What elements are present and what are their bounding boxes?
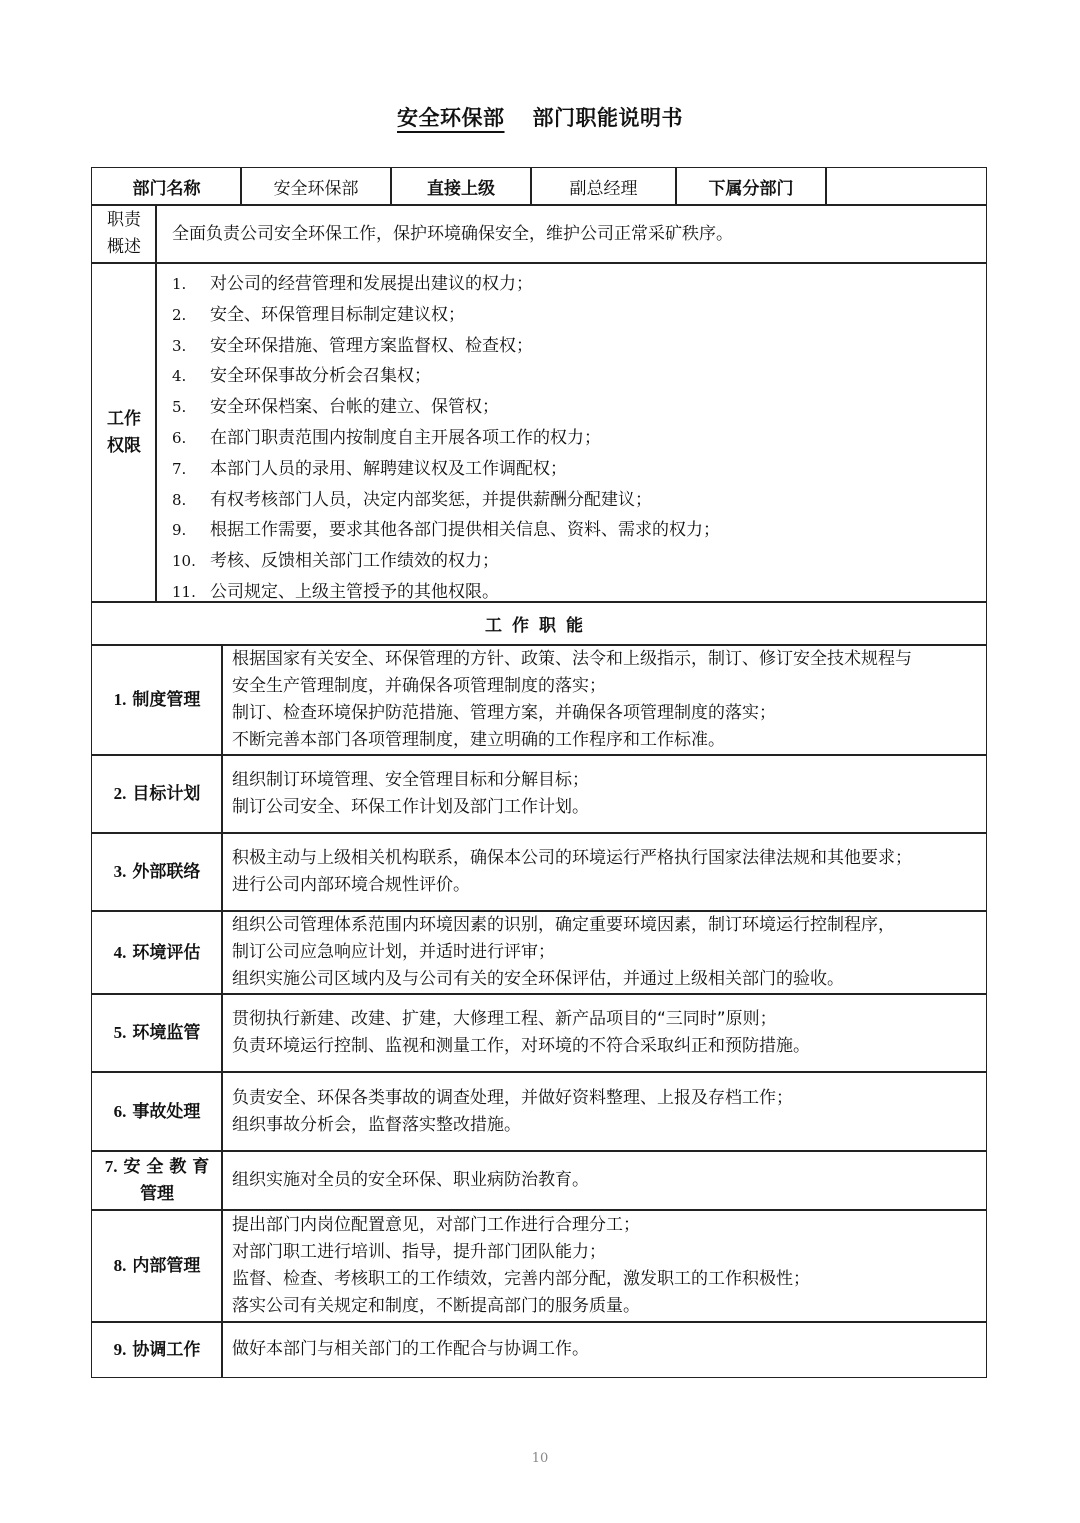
duty-num: 2. — [113, 784, 127, 803]
duty-line: 组织实施公司区域内及与公司有关的安全环保评估，并通过上级相关部门的验收。 — [232, 969, 844, 989]
duty-num: 3. — [113, 862, 127, 881]
item-text: 公司规定、上级主管授予的其他权限。 — [210, 581, 499, 602]
list-item — [172, 361, 986, 392]
duty-content — [221, 754, 987, 834]
duty-num: 9. — [113, 1339, 127, 1359]
list-item — [172, 485, 986, 516]
duty-num: 4. — [113, 942, 127, 962]
duty-line: 做好本部门与相关部门的工作配合与协调工作。 — [232, 1339, 589, 1359]
item-text: 安全环保档案、台帐的建立、保管权； — [210, 397, 499, 418]
duty-line: 根据国家有关安全、环保管理的方针、政策、法令和上级指示，制订、修订安全技术规程与 — [232, 649, 912, 669]
summary-text: 全面负责公司安全环保工作，保护环境确保安全，维护公司正常采矿秩序。 — [172, 223, 733, 244]
item-num: 5. — [172, 398, 187, 417]
list-item — [172, 423, 986, 454]
duty-content — [221, 910, 987, 995]
subdept-label: 下属分部门 — [675, 167, 827, 206]
summary-label-line2: 概述 — [107, 237, 141, 257]
item-text: 根据工作需要，要求其他各部门提供相关信息、资料、需求的权力； — [210, 520, 720, 541]
duty-content — [221, 1071, 987, 1152]
list-item — [172, 300, 986, 331]
duty-line: 监督、检查、考核职工的工作绩效，完善内部分配，激发职工的工作积极性； — [232, 1269, 810, 1289]
authority-list — [155, 262, 987, 603]
duty-label — [91, 754, 223, 834]
summary-label-line1: 职责 — [107, 210, 141, 230]
duty-content — [221, 1150, 987, 1211]
duty-line: 组织公司管理体系范围内环境因素的识别，确定重要环境因素，制订环境运行控制程序， — [232, 915, 895, 935]
item-num: 1. — [172, 275, 187, 293]
duty-num: 6. — [113, 1101, 127, 1121]
duty-label-text: 环境评估 — [132, 942, 201, 963]
duty-label — [91, 644, 223, 756]
summary-text-cell — [155, 204, 987, 264]
item-text: 对公司的经营管理和发展提出建议的权力； — [210, 274, 533, 294]
list-item — [172, 546, 986, 577]
duty-label-text: 事故处理 — [132, 1101, 201, 1122]
duty-label — [91, 1321, 223, 1378]
list-item — [172, 454, 986, 485]
duty-num: 5. — [113, 1023, 127, 1042]
item-text: 安全环保措施、管理方案监督权、检查权； — [210, 335, 533, 356]
duty-num: 7. — [104, 1157, 118, 1176]
item-num: 6. — [172, 428, 187, 447]
duty-line: 制订公司安全、环保工作计划及部门工作计划。 — [232, 797, 589, 817]
superior-value: 副总经理 — [530, 167, 677, 206]
duty-label-text: 环境监管 — [132, 1023, 201, 1043]
duty-label-text-line2: 管理 — [140, 1184, 174, 1204]
item-text: 在部门职责范围内按制度自主开展各项工作的权力； — [210, 427, 601, 448]
duty-label — [91, 910, 223, 995]
duty-label-text: 安 全 教 育 — [123, 1157, 210, 1177]
duty-line: 负责安全、环保各类事故的调查处理，并做好资料整理、上报及存档工作； — [232, 1087, 793, 1108]
duty-line: 进行公司内部环境合规性评价。 — [232, 875, 470, 895]
duty-content — [221, 644, 987, 756]
duty-content — [221, 1209, 987, 1323]
duty-line: 落实公司有关规定和制度，不断提高部门的服务质量。 — [232, 1296, 640, 1316]
list-item — [172, 331, 986, 362]
item-num: 3. — [172, 336, 187, 355]
subdept-value — [825, 167, 987, 206]
duty-label — [91, 1071, 223, 1152]
page-title — [0, 102, 1080, 132]
item-text: 安全环保事故分析会召集权； — [210, 366, 431, 387]
authority-label-line2: 权限 — [107, 435, 141, 456]
duty-line: 提出部门内岗位配置意见，对部门工作进行合理分工； — [232, 1215, 640, 1235]
item-num: 9. — [172, 521, 187, 540]
list-item — [172, 392, 986, 423]
item-num: 7. — [172, 459, 187, 478]
duty-line: 制订公司应急响应计划，并适时进行评审； — [232, 942, 555, 962]
duty-label — [91, 1209, 223, 1323]
duty-label-text: 内部管理 — [132, 1256, 201, 1276]
title-doc: 部门职能说明书 — [532, 106, 683, 130]
item-num: 2. — [172, 305, 187, 324]
authority-label-line1: 工作 — [107, 408, 141, 429]
duty-line: 不断完善本部门各项管理制度，建立明确的工作程序和工作标准。 — [232, 730, 725, 750]
duties-section-title: 工作职能 — [91, 601, 987, 646]
duty-content — [221, 993, 987, 1073]
superior-label: 直接上级 — [390, 167, 532, 206]
item-num: 4. — [172, 367, 187, 386]
summary-label — [91, 204, 157, 264]
duty-line: 安全生产管理制度，并确保各项管理制度的落实； — [232, 676, 606, 696]
dept-name-label: 部门名称 — [91, 167, 242, 206]
duty-line: 组织制订环境管理、安全管理目标和分解目标； — [232, 770, 589, 790]
duty-num: 8. — [113, 1256, 127, 1275]
duty-line: 制订、检查环境保护防范措施、管理方案，并确保各项管理制度的落实； — [232, 703, 776, 723]
duty-num: 1. — [113, 690, 127, 709]
list-item — [172, 515, 986, 546]
list-item — [172, 269, 986, 300]
duty-label-text: 外部联络 — [132, 862, 201, 882]
duty-label — [91, 1150, 223, 1211]
duty-label-text: 协调工作 — [132, 1339, 201, 1360]
duty-line: 组织实施对全员的安全环保、职业病防治教育。 — [232, 1170, 589, 1190]
item-num: 8. — [172, 490, 187, 509]
duty-label-text: 制度管理 — [132, 690, 201, 710]
dept-name-value: 安全环保部 — [240, 167, 392, 206]
item-num: 10. — [172, 552, 196, 571]
duty-line: 组织事故分析会，监督落实整改措施。 — [232, 1114, 521, 1135]
authority-label — [91, 262, 157, 603]
duty-label — [91, 832, 223, 912]
duty-line: 对部门职工进行培训、指导，提升部门团队能力； — [232, 1242, 606, 1262]
duty-label-text: 目标计划 — [132, 784, 201, 804]
title-dept: 安全环保部 — [397, 106, 505, 130]
item-text: 考核、反馈相关部门工作绩效的权力； — [210, 551, 499, 572]
item-text: 有权考核部门人员，决定内部奖惩，并提供薪酬分配建议； — [210, 489, 652, 510]
duty-content — [221, 1321, 987, 1378]
duty-line: 贯彻执行新建、改建、扩建，大修理工程、新产品项目的“三同时”原则； — [232, 1009, 777, 1029]
item-text: 本部门人员的录用、解聘建议权及工作调配权； — [210, 458, 567, 479]
item-num: 11. — [172, 582, 196, 601]
duty-line: 负责环境运行控制、监视和测量工作，对环境的不符合采取纠正和预防措施。 — [232, 1036, 810, 1056]
item-text: 安全、环保管理目标制定建议权； — [210, 304, 465, 325]
duty-line: 积极主动与上级相关机构联系，确保本公司的环境运行严格执行国家法律法规和其他要求； — [232, 848, 912, 868]
duty-label — [91, 993, 223, 1073]
page-number: 10 — [531, 1451, 549, 1466]
duty-content — [221, 832, 987, 912]
